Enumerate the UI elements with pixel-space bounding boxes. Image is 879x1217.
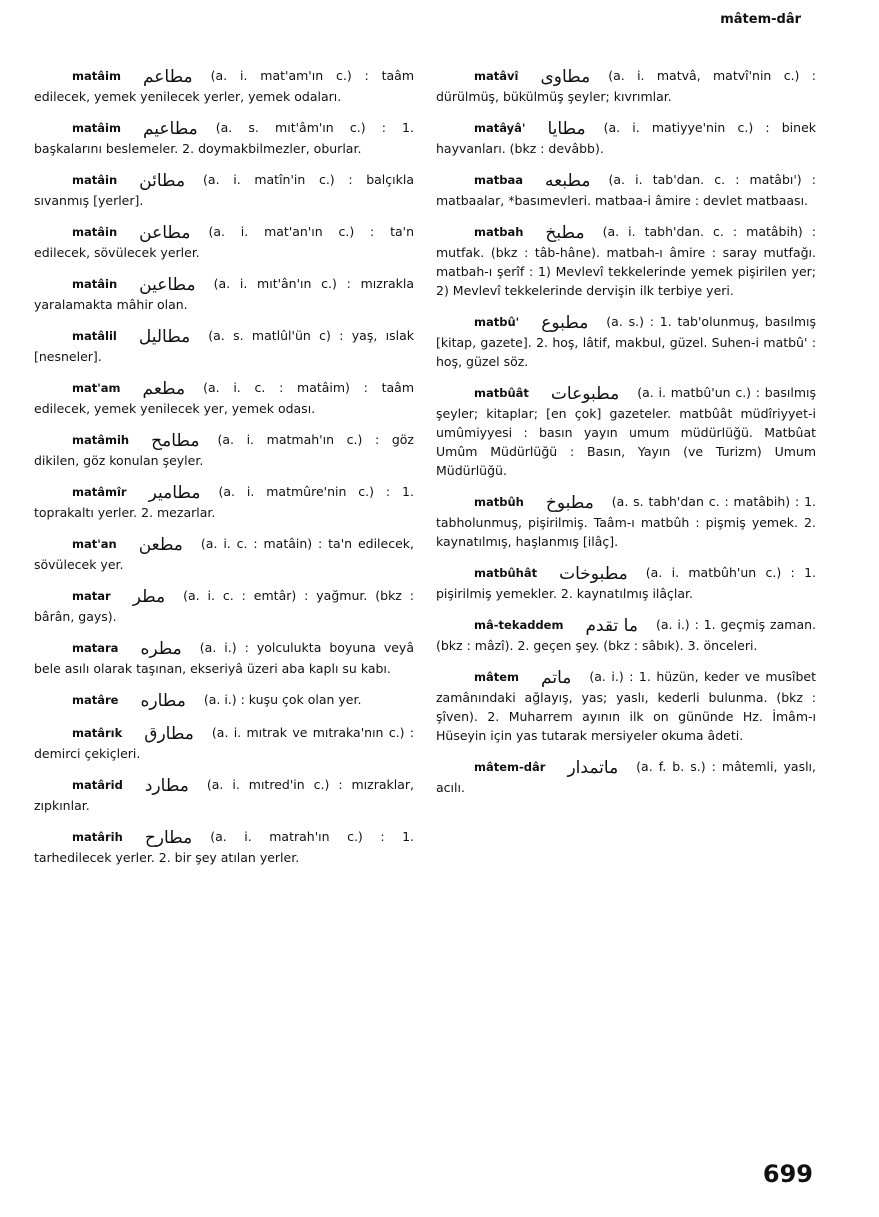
entry-headword: matâmîr bbox=[72, 485, 127, 499]
entry-headword: matâin bbox=[72, 277, 118, 291]
entry-definition: (a. i.) : kuşu çok olan yer. bbox=[203, 692, 362, 707]
entry-headword: mat'an bbox=[72, 537, 117, 551]
entry-definition: (a. i. matbû'un c.) : basılmış şeyler; kitaplar; [en çok] gazeteler. matbûât müdîriyyet-i umûmiyyesi : basın yayın umum müdürlüğü. Matbûat Umûm Müdürlüğü : Basın, Yayın (ve Turizm) Umum Müdürlüğü. bbox=[436, 385, 816, 478]
entry-headword: matârık bbox=[72, 726, 123, 740]
entry-definition: (a. i. matrah'ın c.) : 1. tarhedilecek yerler. 2. bir şey atılan yerler. bbox=[34, 829, 414, 865]
entry-arabic-script: مطاعين bbox=[139, 275, 196, 295]
entry-definition: (a. i. matîn'in c.) : balçıkla sıvanmış [yerler]. bbox=[34, 172, 414, 208]
entry-definition: (a. i. c. : matâin) : ta'n edilecek, sövülecek yer. bbox=[34, 536, 414, 572]
dictionary-entry bbox=[34, 118, 414, 158]
entry-headword: mâtem-dâr bbox=[474, 760, 546, 774]
entry-arabic-script: مطايا bbox=[547, 119, 586, 139]
entry-arabic-script: مطر bbox=[132, 587, 166, 607]
entry-definition: (a. f. b. s.) : mâtemli, yaslı, acılı. bbox=[436, 759, 816, 795]
entry-arabic-script: مطارق bbox=[144, 724, 194, 744]
dictionary-entry bbox=[34, 586, 414, 626]
entry-headword: matâim bbox=[72, 69, 121, 83]
entry-definition: (a. i. c. : emtâr) : yağmur. (bkz : bârân, gays). bbox=[34, 588, 414, 624]
entry-definition: (a. i. mıtred'in c.) : mızraklar, zıpkınlar. bbox=[34, 777, 414, 813]
entry-headword: mat'am bbox=[72, 381, 121, 395]
entry-arabic-script: مطاليل bbox=[138, 327, 191, 347]
dictionary-entry bbox=[34, 430, 414, 470]
dictionary-entry bbox=[436, 118, 816, 158]
entry-headword: matâmih bbox=[72, 433, 130, 447]
entry-headword: mâtem bbox=[474, 670, 520, 684]
entry-arabic-script: ماتم bbox=[541, 668, 572, 688]
entry-arabic-script: مطارح bbox=[144, 828, 193, 848]
entry-headword: matbaa bbox=[474, 173, 523, 187]
entry-definition: (a. i. tab'dan. c. : matâbı') : matbaalar, *basımevleri. matbaa-i âmire : devlet matbaası. bbox=[436, 172, 816, 208]
dictionary-entry bbox=[34, 690, 414, 711]
page-number: 699 bbox=[762, 1160, 813, 1188]
dictionary-entry bbox=[34, 723, 414, 763]
entry-headword: matârid bbox=[72, 778, 123, 792]
entry-definition: (a. i.) : 1. geçmiş zaman. (bkz : mâzî). 2. geçen şey. (bkz : sâbık). 3. önceleri. bbox=[436, 617, 816, 653]
entry-headword: matâvî bbox=[474, 69, 519, 83]
entry-definition: (a. i. mat'am'ın c.) : taâm edilecek, yemek yenilecek yerler, yemek odaları. bbox=[34, 68, 414, 104]
entry-arabic-script: مطبوخات bbox=[559, 564, 628, 584]
entry-definition: (a. i.) : yolculukta boyuna veyâ bele asılı olarak taşınan, ekseriyâ üzeri aba kaplı su kabı. bbox=[34, 640, 414, 676]
entry-headword: matbû' bbox=[474, 315, 520, 329]
entry-definition: (a. i. matiyye'nin c.) : binek hayvanları. (bkz : devâbb). bbox=[436, 120, 816, 156]
entry-definition: (a. i. matmah'ın c.) : göz dikilen, göz konulan şeyler. bbox=[34, 432, 414, 468]
dictionary-entry bbox=[34, 378, 414, 418]
entry-headword: matâlil bbox=[72, 329, 117, 343]
dictionary-entry bbox=[34, 827, 414, 867]
entry-arabic-script: مطبوعات bbox=[550, 384, 620, 404]
entry-arabic-script: مطامح bbox=[151, 431, 200, 451]
entry-arabic-script: ماتمدار bbox=[567, 758, 619, 778]
entry-arabic-script: مطارد bbox=[144, 776, 189, 796]
entry-definition: (a. i. c. : matâim) : taâm edilecek, yemek yenilecek yer, yemek odası. bbox=[34, 380, 414, 416]
dictionary-entry bbox=[436, 563, 816, 603]
entry-definition: (a. i. mıtrak ve mıtraka'nın c.) : demirci çekiçleri. bbox=[34, 725, 414, 761]
entry-headword: matâyâ' bbox=[474, 121, 526, 135]
dictionary-entry bbox=[436, 222, 816, 300]
entry-arabic-script: مطاوى bbox=[540, 67, 591, 87]
entry-definition: (a. i. matmûre'nin c.) : 1. toprakaltı yerler. 2. mezarlar. bbox=[34, 484, 414, 520]
entry-definition: (a. i.) : 1. hüzün, keder ve musîbet zamânındaki ağlayış, yas; yaslı, kederli bulunma. (bkz : şîven). 2. Muharrem ayının ilk on gününde Hz. İmâm-ı Hüseyin için yas tutarak mersiyeler okuma âdeti. bbox=[436, 669, 816, 743]
entry-headword: matârih bbox=[72, 830, 123, 844]
dictionary-entry bbox=[436, 66, 816, 106]
entry-arabic-script: مطره bbox=[140, 639, 182, 659]
dictionary-entry bbox=[34, 274, 414, 314]
entry-arabic-script: مطبخ bbox=[545, 223, 585, 243]
entry-headword: matâim bbox=[72, 121, 121, 135]
entry-headword: matbûhât bbox=[474, 566, 538, 580]
dictionary-entry bbox=[34, 222, 414, 262]
entry-headword: mâ-tekaddem bbox=[474, 618, 564, 632]
entry-arabic-script: مطبوع bbox=[541, 313, 589, 333]
entry-arabic-script: مطائن bbox=[139, 171, 186, 191]
entry-definition: (a. i. tabh'dan. c. : matâbih) : mutfak. (bkz : tâb-hâne). matbah-ı âmire : saray mutfağı. matbah-ı şerîf : 1) Mevlevî tekkelerinde yemek pişirilen yer; 2) Mevlevî tekkelerinde dervişin ilk terbiye yeri. bbox=[436, 224, 816, 298]
entry-definition: (a. i. mat'an'ın c.) : ta'n edilecek, sövülecek yerler. bbox=[34, 224, 414, 260]
dictionary-entry bbox=[34, 534, 414, 574]
dictionary-entry bbox=[436, 170, 816, 210]
entry-arabic-script: مطامير bbox=[148, 483, 201, 503]
entry-definition: (a. s. tabh'dan c. : matâbih) : 1. tabholunmuş, pişirilmiş. Taâm-ı matbûh : pişmiş yemek. 2. kaynatılmış, haşlanmış [ilâç]. bbox=[436, 494, 816, 549]
entry-definition: (a. s.) : 1. tab'olunmuş, basılmış [kitap, gazete]. 2. hoş, lâtif, makbul, güzel. Suhen-i matbû' : hoş, güzel söz. bbox=[436, 314, 816, 369]
entry-headword: matara bbox=[72, 641, 119, 655]
entry-arabic-script: مطعم bbox=[142, 379, 186, 399]
dictionary-entry bbox=[34, 170, 414, 210]
entry-arabic-script: مطعن bbox=[138, 535, 183, 555]
dictionary-entry bbox=[34, 482, 414, 522]
entry-definition: (a. s. mıt'âm'ın c.) : 1. başkalarını beslemeler. 2. doymakbilmezler, oburlar. bbox=[34, 120, 414, 156]
entry-arabic-script: مطاعيم bbox=[142, 119, 198, 139]
dictionary-entry bbox=[436, 667, 816, 745]
entry-arabic-script: مطاعم bbox=[142, 67, 193, 87]
entry-arabic-script: مطبعه bbox=[545, 171, 591, 191]
entry-definition: (a. i. matvâ, matvî'nin c.) : dürülmüş, bükülmüş şeyler; kıvrımlar. bbox=[436, 68, 816, 104]
entry-arabic-script: مطبوخ bbox=[545, 493, 594, 513]
entry-headword: matbûât bbox=[474, 386, 529, 400]
entry-arabic-script: مطاعن bbox=[139, 223, 191, 243]
entry-headword: matâin bbox=[72, 225, 118, 239]
entry-definition: (a. s. matlûl'ün c) : yaş, ıslak [nesneler]. bbox=[34, 328, 414, 364]
entry-arabic-script: مطاره bbox=[140, 691, 186, 711]
dictionary-entry bbox=[436, 492, 816, 551]
entry-definition: (a. i. matbûh'un c.) : 1. pişirilmiş yemekler. 2. kaynatılmış ilâçlar. bbox=[436, 565, 816, 601]
dictionary-entry bbox=[34, 638, 414, 678]
entry-definition: (a. i. mıt'ân'ın c.) : mızrakla yaralamakta mâhir olan. bbox=[34, 276, 414, 312]
page-header-guide-word: mâtem-dâr bbox=[720, 12, 801, 27]
dictionary-entry bbox=[34, 775, 414, 815]
entry-headword: matâin bbox=[72, 173, 118, 187]
entry-headword: matbah bbox=[474, 225, 524, 239]
left-column bbox=[34, 66, 414, 879]
dictionary-entry bbox=[436, 615, 816, 655]
dictionary-entry bbox=[436, 757, 816, 797]
entry-headword: matâre bbox=[72, 693, 119, 707]
entry-headword: matar bbox=[72, 589, 111, 603]
right-column bbox=[436, 66, 816, 809]
dictionary-entry bbox=[436, 312, 816, 371]
dictionary-entry bbox=[34, 326, 414, 366]
dictionary-entry bbox=[34, 66, 414, 106]
entry-arabic-script: ما تقدم bbox=[585, 616, 638, 636]
entry-headword: matbûh bbox=[474, 495, 524, 509]
dictionary-entry bbox=[436, 383, 816, 480]
